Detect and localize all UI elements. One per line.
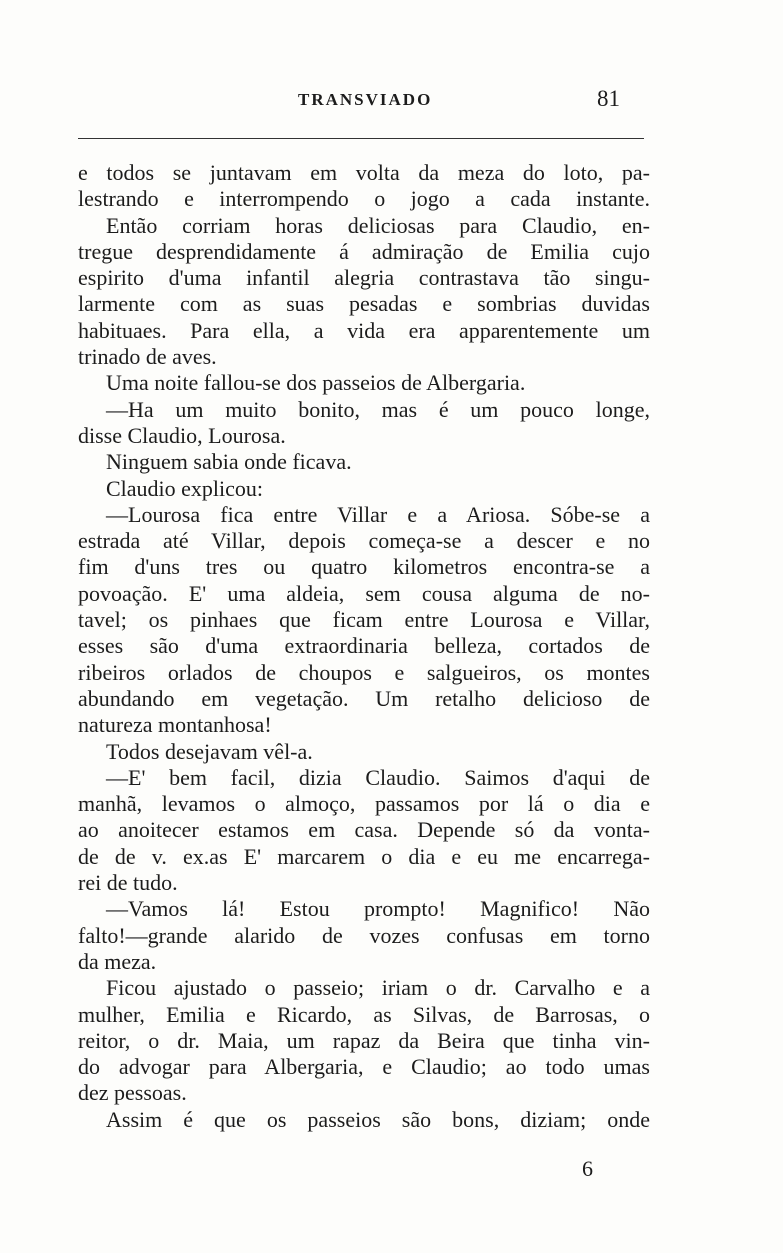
running-head bbox=[78, 86, 650, 116]
text-line: trinado de aves. bbox=[78, 344, 217, 370]
text-line: —Vamos lá! Estou prompto! Magnifico! Não bbox=[106, 896, 650, 922]
text-line: Ninguem sabia onde ficava. bbox=[106, 449, 352, 475]
text-line: fim d'uns tres ou quatro kilometros encontra-se a bbox=[78, 554, 650, 580]
text-line: abundando em vegetação. Um retalho delicioso de bbox=[78, 685, 650, 711]
text-line: Assim é que os passeios são bons, diziam; onde bbox=[106, 1106, 650, 1132]
text-line: Todos desejavam vêl-a. bbox=[106, 738, 313, 764]
page-number: 81 bbox=[597, 86, 620, 111]
text-line: reitor, o dr. Maia, um rapaz da Beira que tinha vin- bbox=[78, 1027, 650, 1053]
body-text bbox=[78, 160, 650, 1133]
text-line: ao anoitecer estamos em casa. Depende só da vonta- bbox=[78, 817, 650, 843]
text-line: Ficou ajustado o passeio; iriam o dr. Carvalho e a bbox=[106, 975, 650, 1001]
text-line: ribeiros orlados de choupos e salgueiros, os montes bbox=[78, 659, 650, 685]
text-line: do advogar para Albergaria, e Claudio; ao todo umas bbox=[78, 1054, 650, 1080]
text-line: disse Claudio, Lourosa. bbox=[78, 422, 286, 448]
text-line: Uma noite fallou-se dos passeios de Albergaria. bbox=[106, 370, 526, 396]
text-line: —E' bem facil, dizia Claudio. Saimos d'aqui de bbox=[106, 764, 650, 790]
signature-mark: 6 bbox=[582, 1156, 593, 1181]
text-line: lestrando e interrompendo o jogo a cada instante. bbox=[78, 186, 650, 212]
text-line: natureza montanhosa! bbox=[78, 712, 272, 738]
text-line: de de v. ex.as E' marcarem o dia e eu me encarrega- bbox=[78, 843, 650, 869]
text-line: mulher, Emilia e Ricardo, as Silvas, de Barrosas, o bbox=[78, 1001, 650, 1027]
header-rule bbox=[78, 138, 644, 139]
text-line: manhã, levamos o almoço, passamos por lá o dia e bbox=[78, 791, 650, 817]
text-line: —Ha um muito bonito, mas é um pouco longe, bbox=[106, 396, 650, 422]
text-line: da meza. bbox=[78, 948, 157, 974]
text-line: Então corriam horas deliciosas para Claudio, en- bbox=[106, 212, 650, 238]
text-line: Claudio explicou: bbox=[106, 475, 264, 501]
text-line: e todos se juntavam em volta da meza do loto, pa- bbox=[78, 160, 650, 185]
text-line: esses são d'uma extraordinaria belleza, cortados de bbox=[78, 633, 650, 659]
text-line: larmente com as suas pesadas e sombrias duvidas bbox=[78, 291, 650, 317]
text-line: —Lourosa fica entre Villar e a Ariosa. Sóbe-se a bbox=[106, 501, 650, 527]
text-line: tregue desprendidamente á admiração de Emilia cujo bbox=[78, 238, 650, 264]
text-line: povoação. E' uma aldeia, sem cousa alguma de no- bbox=[78, 580, 650, 606]
text-line: falto!—grande alarido de vozes confusas em torno bbox=[78, 922, 650, 948]
text-line: rei de tudo. bbox=[78, 870, 178, 896]
text-line: espirito d'uma infantil alegria contrastava tão singu- bbox=[78, 265, 650, 291]
text-line: estrada até Villar, depois começa-se a descer e no bbox=[78, 528, 650, 554]
text-line: tavel; os pinhaes que ficam entre Lourosa e Villar, bbox=[78, 607, 650, 633]
text-line: habituaes. Para ella, a vida era apparentemente um bbox=[78, 317, 650, 343]
running-title: TRANSVIADO bbox=[298, 90, 433, 109]
text-line: dez pessoas. bbox=[78, 1080, 187, 1106]
